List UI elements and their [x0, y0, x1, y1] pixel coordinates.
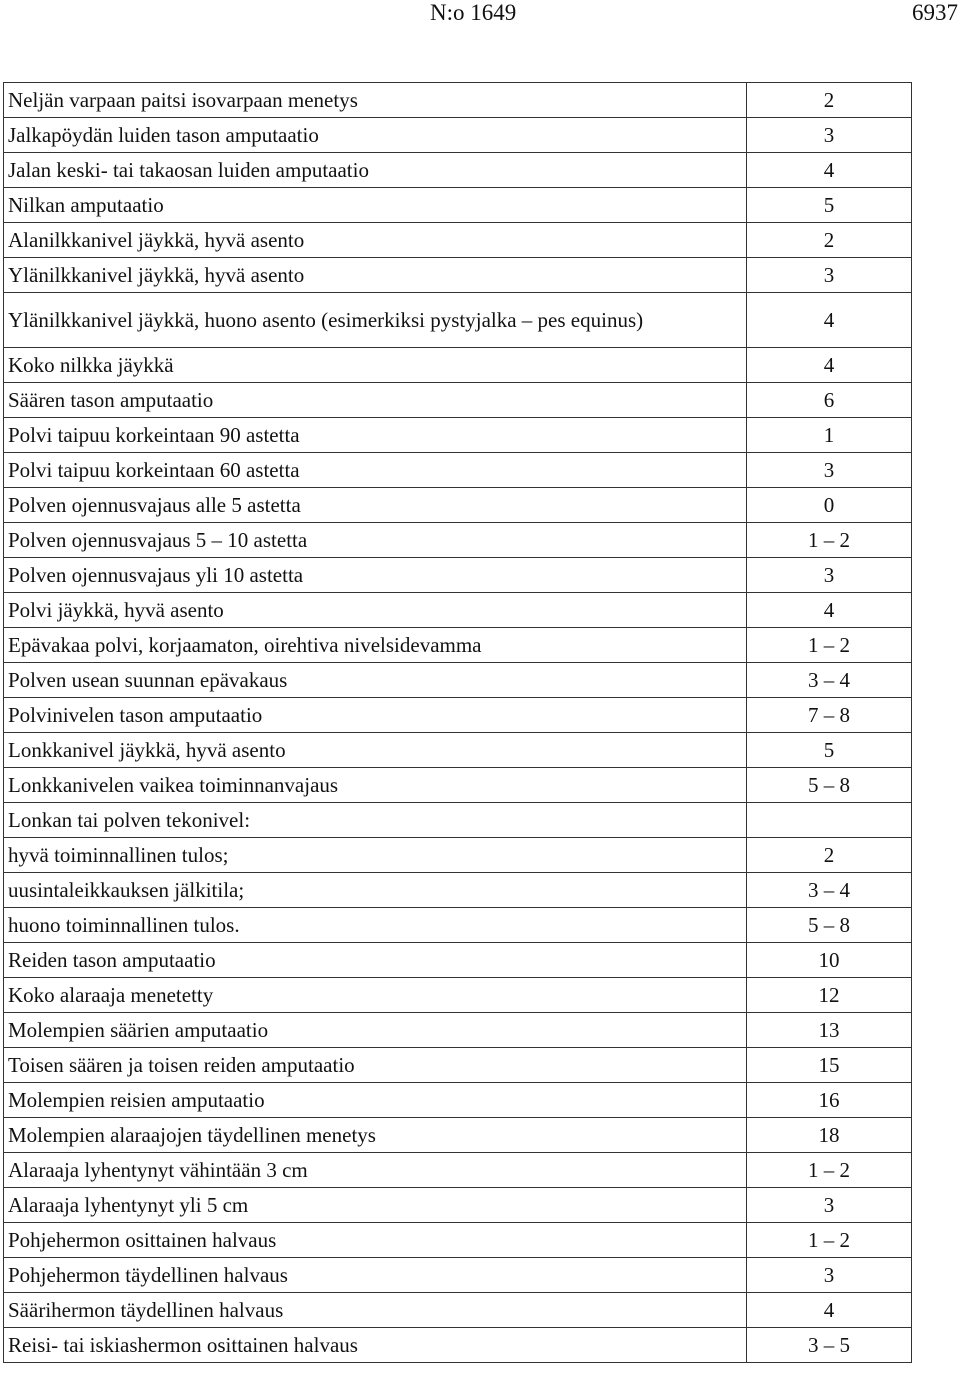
disability-class-value: 4 — [747, 293, 912, 348]
table-row — [4, 803, 912, 838]
injury-description: Neljän varpaan paitsi isovarpaan menetys — [4, 83, 747, 118]
table-row — [4, 223, 912, 258]
injury-description: Polven ojennusvajaus alle 5 astetta — [4, 488, 747, 523]
table-row — [4, 1048, 912, 1083]
table-row — [4, 488, 912, 523]
page-number: 6937 — [912, 0, 958, 25]
disability-class-value: 16 — [747, 1083, 912, 1118]
table-row — [4, 1188, 912, 1223]
injury-description: Pohjehermon osittainen halvaus — [4, 1223, 747, 1258]
table-row — [4, 1118, 912, 1153]
injury-description: Polven ojennusvajaus 5 – 10 astetta — [4, 523, 747, 558]
disability-class-value: 3 – 5 — [747, 1328, 912, 1363]
injury-description: Säären tason amputaatio — [4, 383, 747, 418]
table-row — [4, 523, 912, 558]
table-row — [4, 453, 912, 488]
injury-description: Molempien alaraajojen täydellinen menetys — [4, 1118, 747, 1153]
table-row — [4, 1328, 912, 1363]
injury-description: Pohjehermon täydellinen halvaus — [4, 1258, 747, 1293]
disability-class-value: 2 — [747, 83, 912, 118]
table-row — [4, 1013, 912, 1048]
disability-class-value: 15 — [747, 1048, 912, 1083]
disability-class-value: 6 — [747, 383, 912, 418]
table-row — [4, 1293, 912, 1328]
injury-description: huono toiminnallinen tulos. — [4, 908, 747, 943]
table-row — [4, 83, 912, 118]
injury-description: Lonkan tai polven tekonivel: — [4, 803, 747, 838]
injury-description: Jalkapöydän luiden tason amputaatio — [4, 118, 747, 153]
table-row — [4, 663, 912, 698]
table-row — [4, 838, 912, 873]
table-row — [4, 418, 912, 453]
table-row — [4, 698, 912, 733]
disability-class-value: 4 — [747, 153, 912, 188]
table-row — [4, 978, 912, 1013]
disability-class-value: 1 – 2 — [747, 523, 912, 558]
injury-description: Reiden tason amputaatio — [4, 943, 747, 978]
disability-class-value: 4 — [747, 348, 912, 383]
table-row — [4, 258, 912, 293]
injury-description: Molempien reisien amputaatio — [4, 1083, 747, 1118]
disability-class-value: 13 — [747, 1013, 912, 1048]
table-row — [4, 1223, 912, 1258]
table-row — [4, 1153, 912, 1188]
injury-description: Lonkkanivel jäykkä, hyvä asento — [4, 733, 747, 768]
disability-class-value: 3 — [747, 558, 912, 593]
disability-class-value: 3 – 4 — [747, 663, 912, 698]
injury-description: Polven ojennusvajaus yli 10 astetta — [4, 558, 747, 593]
injury-description: Jalan keski- tai takaosan luiden amputaatio — [4, 153, 747, 188]
disability-class-table — [3, 82, 912, 1363]
disability-class-value: 3 – 4 — [747, 873, 912, 908]
table-body — [4, 83, 912, 1363]
table-row — [4, 118, 912, 153]
disability-class-value: 2 — [747, 223, 912, 258]
disability-class-value: 4 — [747, 593, 912, 628]
injury-description: Polvi jäykkä, hyvä asento — [4, 593, 747, 628]
injury-description: Ylänilkkanivel jäykkä, hyvä asento — [4, 258, 747, 293]
disability-class-value: 12 — [747, 978, 912, 1013]
disability-class-value: 3 — [747, 1258, 912, 1293]
injury-description: Lonkkanivelen vaikea toiminnanvajaus — [4, 768, 747, 803]
table-row — [4, 943, 912, 978]
disability-class-value: 1 – 2 — [747, 1223, 912, 1258]
table-row — [4, 873, 912, 908]
injury-description: Molempien säärien amputaatio — [4, 1013, 747, 1048]
disability-class-value: 4 — [747, 1293, 912, 1328]
injury-description: Polvinivelen tason amputaatio — [4, 698, 747, 733]
injury-description: Polven usean suunnan epävakaus — [4, 663, 747, 698]
page-header — [0, 0, 960, 30]
injury-description: uusintaleikkauksen jälkitila; — [4, 873, 747, 908]
disability-class-value: 1 — [747, 418, 912, 453]
document-number: N:o 1649 — [430, 0, 517, 25]
injury-description: Alanilkkanivel jäykkä, hyvä asento — [4, 223, 747, 258]
injury-description: Koko alaraaja menetetty — [4, 978, 747, 1013]
disability-class-value: 2 — [747, 838, 912, 873]
table-row — [4, 188, 912, 223]
disability-class-value — [747, 803, 912, 838]
table-row — [4, 348, 912, 383]
disability-class-value: 5 – 8 — [747, 908, 912, 943]
injury-description: Koko nilkka jäykkä — [4, 348, 747, 383]
table-row — [4, 733, 912, 768]
disability-class-value: 5 – 8 — [747, 768, 912, 803]
disability-class-value: 1 – 2 — [747, 628, 912, 663]
injury-description: Alaraaja lyhentynyt yli 5 cm — [4, 1188, 747, 1223]
injury-description: Reisi- tai iskiashermon osittainen halvaus — [4, 1328, 747, 1363]
disability-class-value: 0 — [747, 488, 912, 523]
table-row — [4, 153, 912, 188]
table-row — [4, 628, 912, 663]
injury-description: hyvä toiminnallinen tulos; — [4, 838, 747, 873]
table-row — [4, 1258, 912, 1293]
injury-description: Ylänilkkanivel jäykkä, huono asento (esimerkiksi pystyjalka – pes equinus) — [4, 293, 747, 348]
injury-description: Epävakaa polvi, korjaamaton, oirehtiva nivelsidevamma — [4, 628, 747, 663]
injury-description: Säärihermon täydellinen halvaus — [4, 1293, 747, 1328]
disability-class-value: 7 – 8 — [747, 698, 912, 733]
injury-description: Polvi taipuu korkeintaan 90 astetta — [4, 418, 747, 453]
injury-description: Alaraaja lyhentynyt vähintään 3 cm — [4, 1153, 747, 1188]
disability-class-value: 1 – 2 — [747, 1153, 912, 1188]
disability-class-value: 5 — [747, 733, 912, 768]
disability-class-value: 3 — [747, 258, 912, 293]
disability-class-value: 18 — [747, 1118, 912, 1153]
injury-description: Toisen säären ja toisen reiden amputaatio — [4, 1048, 747, 1083]
table-row — [4, 1083, 912, 1118]
disability-class-value: 3 — [747, 453, 912, 488]
table-row — [4, 383, 912, 418]
injury-description: Polvi taipuu korkeintaan 60 astetta — [4, 453, 747, 488]
disability-class-value: 3 — [747, 1188, 912, 1223]
table-row — [4, 293, 912, 348]
table-row — [4, 558, 912, 593]
disability-class-value: 3 — [747, 118, 912, 153]
table-row — [4, 593, 912, 628]
table-row — [4, 908, 912, 943]
injury-description: Nilkan amputaatio — [4, 188, 747, 223]
table-row — [4, 768, 912, 803]
disability-class-value: 5 — [747, 188, 912, 223]
disability-class-value: 10 — [747, 943, 912, 978]
